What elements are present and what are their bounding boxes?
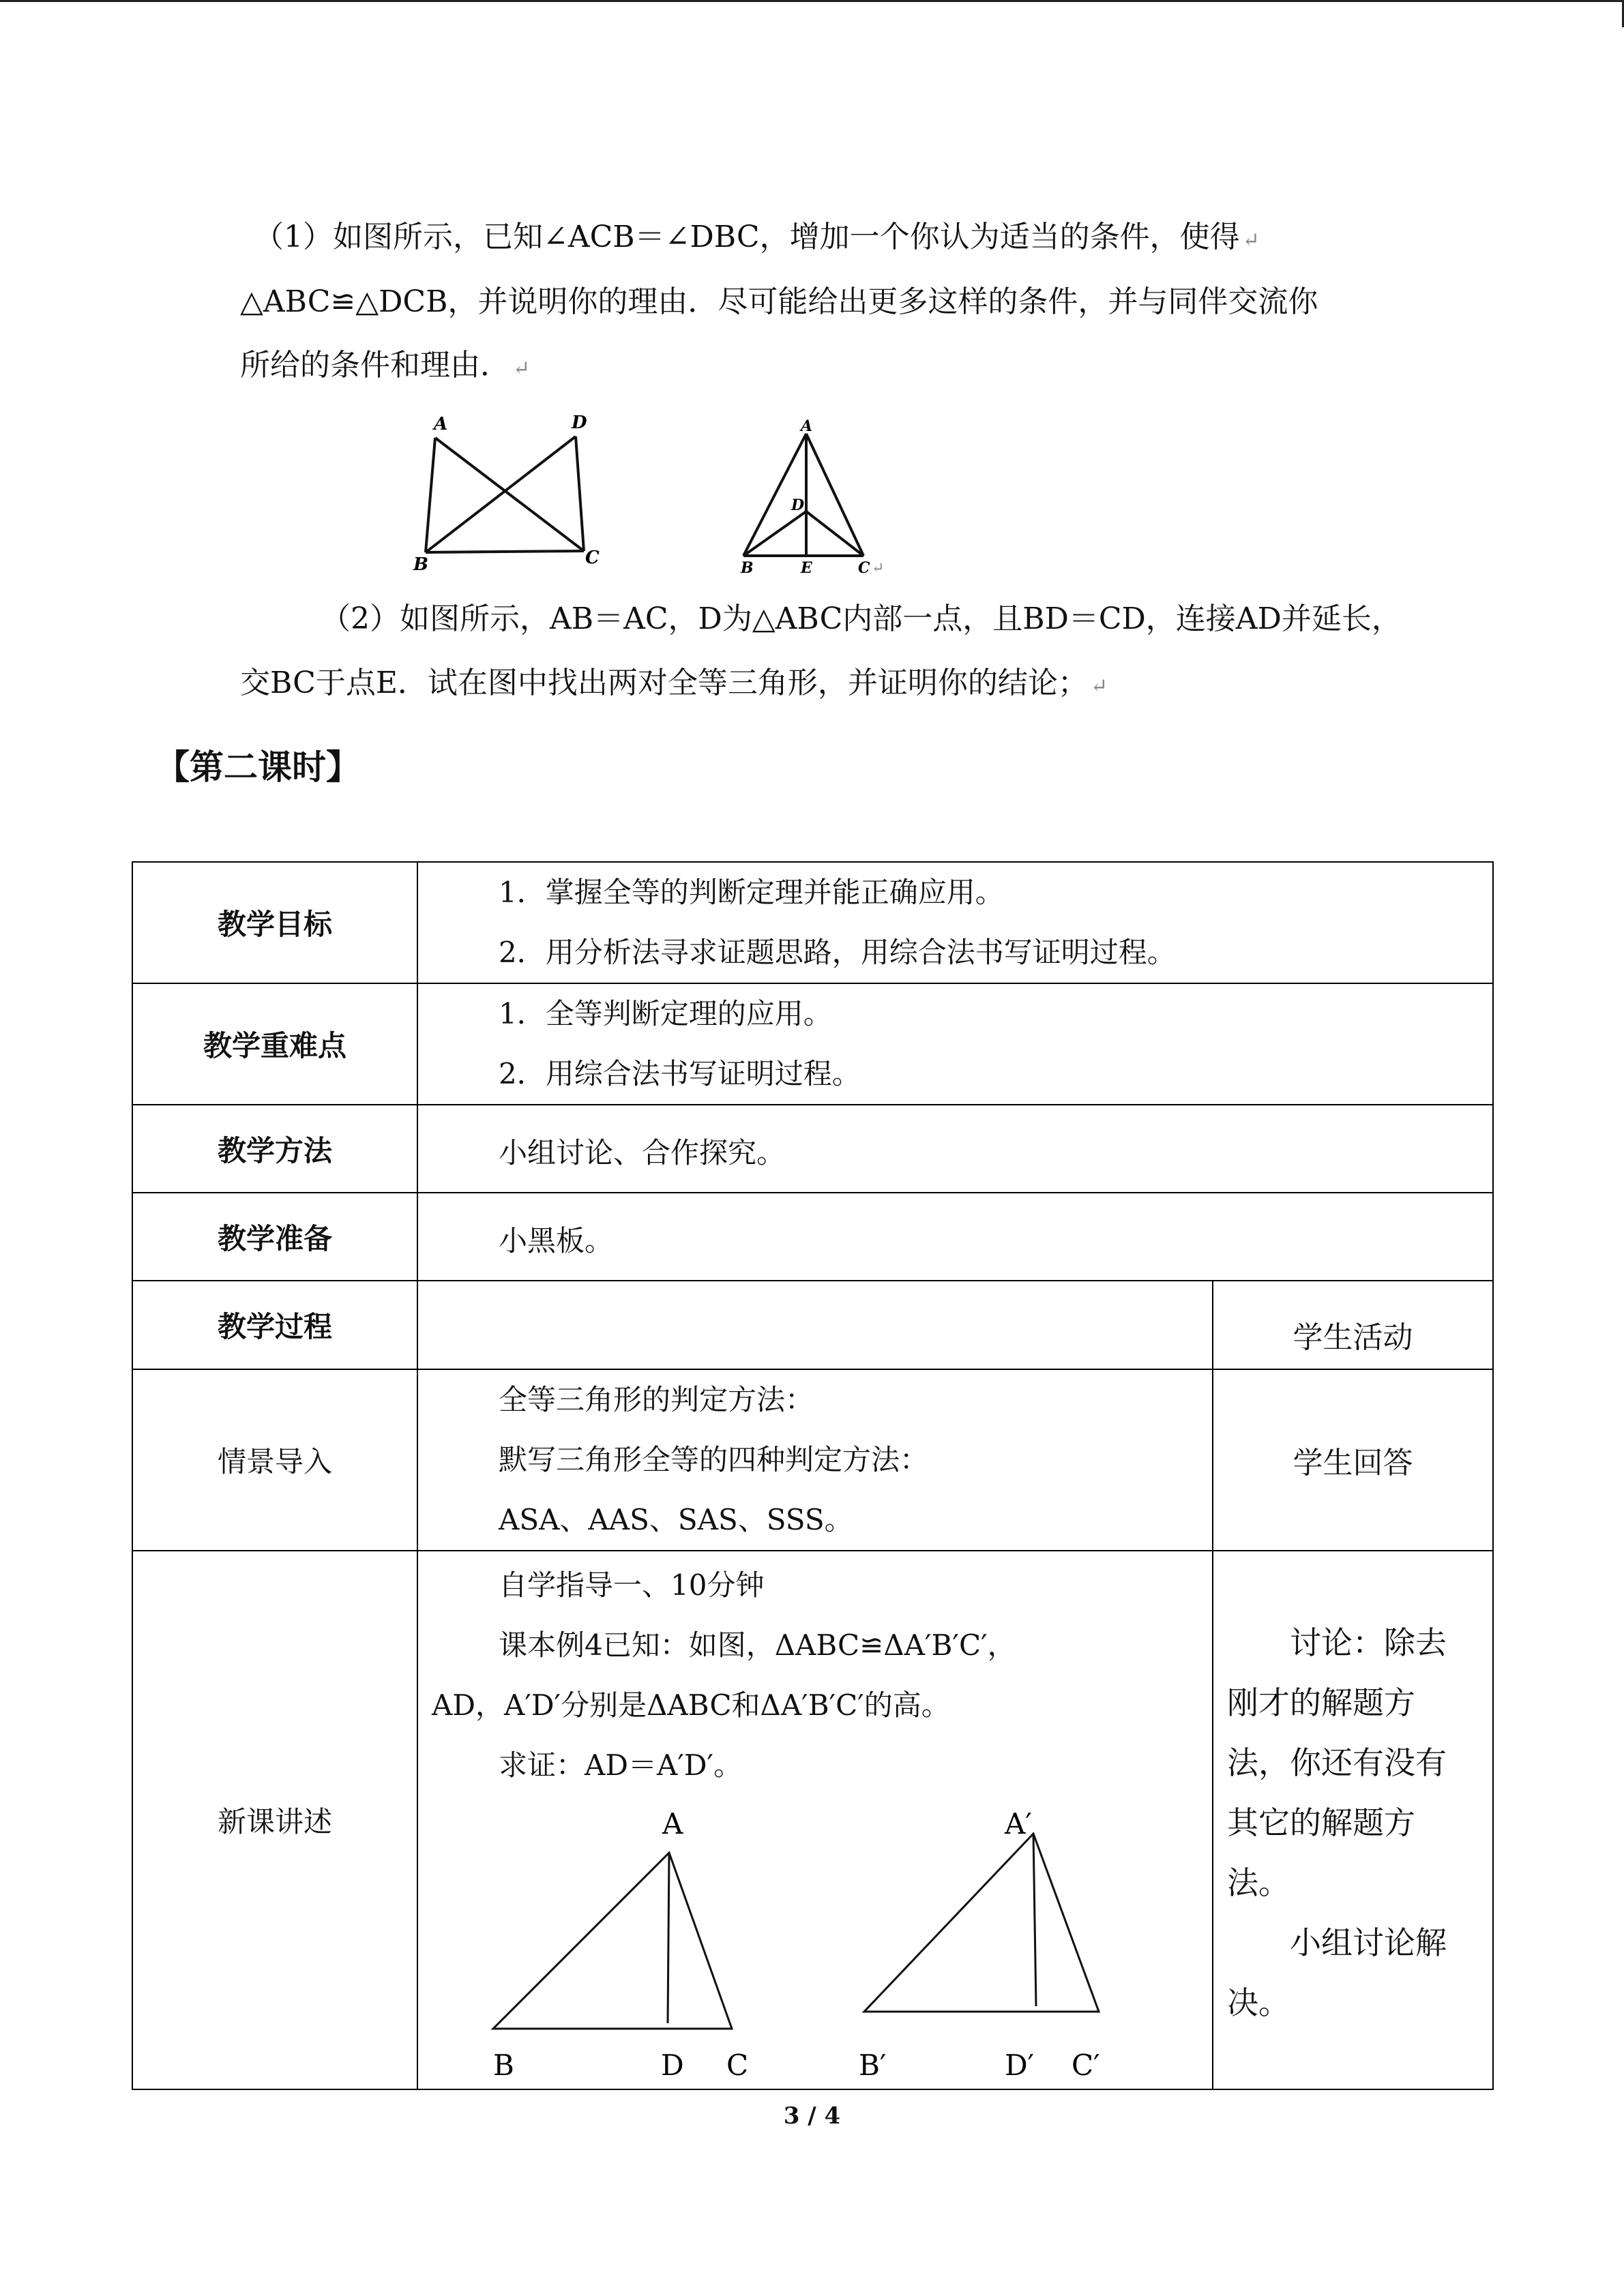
fig1-label-a: A bbox=[434, 414, 448, 434]
tri1-label-b: B bbox=[493, 2048, 514, 2082]
method-content bbox=[417, 1105, 1493, 1193]
problem1-line3: 所给的条件和理由． ↵ bbox=[240, 348, 531, 383]
tri2-label-a: A′ bbox=[1005, 1807, 1032, 1840]
key-point-item: 1．全等判断定理的应用。 bbox=[499, 997, 832, 1030]
key-points-content bbox=[417, 983, 1493, 1105]
activity-line: 法。 bbox=[1227, 1864, 1290, 1901]
problem1-line2: △ABC≌△DCB，并说明你的理由．尽可能给出更多这样的条件，并与同伴交流你 bbox=[240, 284, 1318, 319]
activity-line: 其它的解题方 bbox=[1227, 1804, 1415, 1841]
method-label: 教学方法 bbox=[132, 1105, 417, 1193]
row-key-points bbox=[132, 983, 1493, 1105]
fig2-label-c: C bbox=[858, 559, 870, 576]
fig1-label-d: D bbox=[572, 413, 587, 433]
new-lesson-content bbox=[417, 1551, 1213, 2089]
triangles-lines bbox=[493, 1834, 1099, 2029]
figure-isosceles-triangle bbox=[730, 416, 900, 576]
intro-line: 全等三角形的判定方法： bbox=[499, 1383, 814, 1416]
tri1-label-a: A bbox=[662, 1807, 683, 1840]
lesson-plan-table bbox=[132, 861, 1494, 2090]
intro-content bbox=[417, 1369, 1213, 1551]
fig2-label-b: B bbox=[741, 559, 754, 576]
row-new-lesson bbox=[132, 1551, 1493, 2089]
row-goals bbox=[132, 862, 1493, 983]
figure-quadrilateral bbox=[409, 409, 614, 576]
fig1-label-b: B bbox=[413, 554, 428, 575]
tri2-label-d: D′ bbox=[1005, 2048, 1035, 2082]
intro-line: ASA、AAS、SAS、SSS。 bbox=[499, 1503, 853, 1536]
tri1-label-d: D bbox=[661, 2048, 684, 2082]
goals-content bbox=[417, 862, 1493, 983]
page-top-border bbox=[0, 0, 1624, 2]
activity-line: 刚才的解题方 bbox=[1227, 1684, 1415, 1721]
key-points-label: 教学重难点 bbox=[132, 983, 417, 1105]
tri1-label-c: C bbox=[726, 2048, 749, 2082]
fig1-label-c: C bbox=[585, 548, 600, 568]
activity-header: 学生活动 bbox=[1213, 1281, 1493, 1369]
problem2-line1: （2）如图所示，AB＝AC，D为△ABC内部一点，且BD＝CD，连接AD并延长， bbox=[321, 601, 1402, 636]
key-point-item: 2．用综合法书写证明过程。 bbox=[499, 1057, 861, 1090]
intro-label: 情景导入 bbox=[132, 1369, 417, 1551]
new-lesson-line: 课本例4已知：如图，ΔABC≌ΔA′B′C′， bbox=[499, 1628, 1016, 1662]
problem1-line1: （1）如图所示，已知∠ACB＝∠DBC，增加一个你认为适当的条件，使得 ↵ bbox=[254, 220, 1260, 254]
activity-line: 决。 bbox=[1227, 1984, 1290, 2021]
fig2-return-mark: ↵ bbox=[872, 560, 885, 576]
problem2-line2: 交BC于点E．试在图中找出两对全等三角形，并证明你的结论； ↵ bbox=[240, 666, 1108, 700]
activity-line: 讨论：除去 bbox=[1290, 1624, 1447, 1661]
figure-isosceles-lines bbox=[743, 434, 863, 556]
intro-activity: 学生回答 bbox=[1213, 1369, 1493, 1551]
row-prep bbox=[132, 1193, 1493, 1281]
goal-item: 2．用分析法寻求证题思路，用综合法书写证明过程。 bbox=[499, 936, 1176, 969]
fig2-label-e: E bbox=[801, 559, 812, 576]
new-lesson-label: 新课讲述 bbox=[132, 1551, 417, 2089]
fig2-label-d: D bbox=[791, 496, 805, 514]
figure-quadrilateral-lines bbox=[426, 436, 584, 552]
new-lesson-line: 自学指导一、10分钟 bbox=[499, 1568, 765, 1602]
process-content bbox=[417, 1281, 1213, 1369]
method-value: 小组讨论、合作探究。 bbox=[499, 1135, 786, 1169]
new-lesson-line: 求证：AD＝A′D′。 bbox=[499, 1748, 743, 1782]
congruent-triangles-figure bbox=[418, 1804, 1209, 2090]
row-intro bbox=[132, 1369, 1493, 1551]
row-method bbox=[132, 1105, 1493, 1193]
row-process bbox=[132, 1281, 1493, 1369]
new-lesson-line: AD，A′D′分别是ΔABC和ΔA′B′C′的高。 bbox=[432, 1688, 950, 1722]
tri2-label-b: B′ bbox=[859, 2048, 887, 2082]
activity-line: 法，你还有没有 bbox=[1227, 1744, 1447, 1781]
intro-line: 默写三角形全等的四种判定方法： bbox=[499, 1443, 929, 1476]
prep-content bbox=[417, 1193, 1493, 1281]
goals-label: 教学目标 bbox=[132, 862, 417, 983]
prep-value: 小黑板。 bbox=[499, 1223, 614, 1257]
new-lesson-activity bbox=[1213, 1551, 1493, 2089]
goal-item: 1．掌握全等的判断定理并能正确应用。 bbox=[499, 876, 1004, 909]
page-number: 3 / 4 bbox=[783, 2102, 841, 2130]
activity-line: 小组讨论解 bbox=[1290, 1924, 1447, 1961]
section-heading: 【第二课时】 bbox=[156, 747, 360, 787]
prep-label: 教学准备 bbox=[132, 1193, 417, 1281]
fig2-label-a: A bbox=[801, 417, 813, 435]
tri2-label-c: C′ bbox=[1072, 2048, 1100, 2082]
process-label: 教学过程 bbox=[132, 1281, 417, 1369]
